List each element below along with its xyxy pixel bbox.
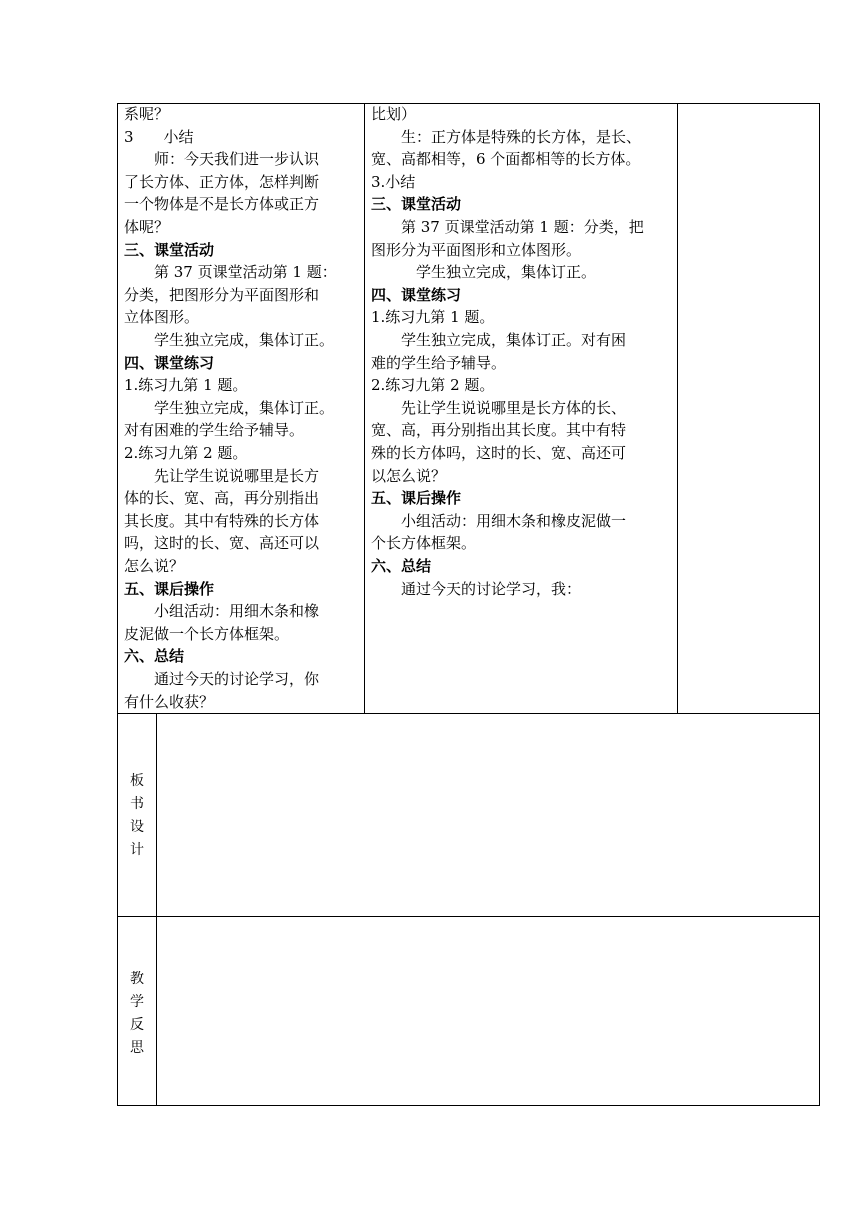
table-right-border — [819, 103, 820, 1106]
section-heading: 五、课后操作 — [371, 489, 462, 508]
text-line: 1.练习九第 1 题。 — [124, 376, 248, 395]
text-line: 通过今天的讨论学习，你 — [124, 670, 320, 688]
text-line: 第 37 页课堂活动第 1 题：分类，把 — [371, 218, 644, 236]
label-char: 教 — [130, 971, 144, 987]
table-bottom-border — [117, 1105, 820, 1106]
text-line: 殊的长方体吗，这时的长、宽、高还可 — [371, 444, 627, 462]
section-heading: 四、课堂练习 — [371, 285, 462, 304]
section-heading: 五、课后操作 — [124, 579, 215, 598]
text-line: 一个物体是不是长方体或正方 — [124, 195, 320, 214]
text-line: 学生独立完成，集体订正。 — [371, 263, 597, 282]
text-line: 体呢？ — [124, 218, 170, 236]
text-line: 学生独立完成，集体订正。 — [124, 331, 335, 349]
label-char: 板 — [130, 773, 144, 789]
text-line: 师：今天我们进一步认识 — [124, 150, 320, 169]
text-line: 小组活动：用细木条和橡皮泥做一 — [371, 511, 627, 530]
text-line: 个长方体框架。 — [371, 534, 477, 553]
board-design-label — [118, 714, 156, 916]
text-line: 通过今天的讨论学习，我： — [371, 579, 582, 598]
text-line: 其长度。其中有特殊的长方体 — [124, 511, 320, 530]
lesson-plan-column-1 — [124, 103, 362, 713]
text-line: 难的学生给予辅导。 — [371, 353, 507, 372]
text-line: 3 小结 — [124, 127, 194, 146]
notes-column — [678, 104, 819, 713]
label-char: 反 — [130, 1017, 144, 1033]
text-line: 以怎么说？ — [371, 466, 447, 485]
text-line: 怎么说？ — [124, 557, 185, 575]
text-line: 立体图形。 — [124, 308, 200, 327]
label-char: 思 — [130, 1040, 144, 1056]
column-divider-1 — [364, 103, 365, 714]
text-line: 比划） — [371, 105, 417, 123]
text-line: 对有困难的学生给予辅导。 — [124, 421, 305, 440]
text-line: 先让学生说说哪里是长方体的长、 — [371, 398, 627, 417]
text-line: 学生独立完成，集体订正。对有困 — [371, 331, 627, 349]
section-heading: 三、课堂活动 — [371, 195, 462, 214]
teaching-reflection-content — [157, 917, 819, 1105]
section-heading: 六、总结 — [124, 647, 185, 666]
text-line: 2.练习九第 2 题。 — [124, 444, 248, 462]
teaching-reflection-label — [118, 917, 156, 1105]
text-line: 图形分为平面图形和立体图形。 — [371, 240, 582, 259]
text-line: 吗，这时的长、宽、高还可以 — [124, 534, 320, 553]
label-char: 设 — [130, 819, 144, 835]
text-line: 体的长、宽、高，再分别指出 — [124, 489, 320, 508]
text-line: 皮泥做一个长方体框架。 — [124, 624, 290, 643]
text-line: 3.小结 — [371, 172, 416, 191]
text-line: 生：正方体是特殊的长方体，是长、 — [371, 127, 642, 146]
lesson-plan-column-2 — [371, 103, 675, 713]
text-line: 小组活动：用细木条和橡 — [124, 602, 320, 621]
text-line: 学生独立完成，集体订正。 — [124, 398, 335, 417]
label-char: 计 — [130, 842, 144, 858]
label-char: 学 — [130, 994, 144, 1010]
section-heading: 三、课堂活动 — [124, 240, 215, 259]
text-line: 宽、高都相等，6 个面都相等的长方体。 — [371, 150, 641, 169]
text-line: 有什么收获？ — [124, 692, 215, 711]
text-line: 了长方体、正方体，怎样判断 — [124, 172, 320, 191]
section-heading: 四、课堂练习 — [124, 353, 215, 372]
board-design-content — [157, 714, 819, 916]
label-char: 书 — [130, 796, 144, 812]
text-line: 分类，把图形分为平面图形和 — [124, 285, 320, 304]
text-line: 2.练习九第 2 题。 — [371, 376, 495, 395]
text-line: 1.练习九第 1 题。 — [371, 308, 495, 327]
section-heading: 六、总结 — [371, 557, 432, 575]
text-line: 系呢？ — [124, 105, 170, 123]
text-line: 先让学生说说哪里是长方 — [124, 466, 320, 485]
text-line: 宽、高，再分别指出其长度。其中有特 — [371, 421, 627, 440]
text-line: 第 37 页课堂活动第 1 题： — [124, 263, 337, 282]
